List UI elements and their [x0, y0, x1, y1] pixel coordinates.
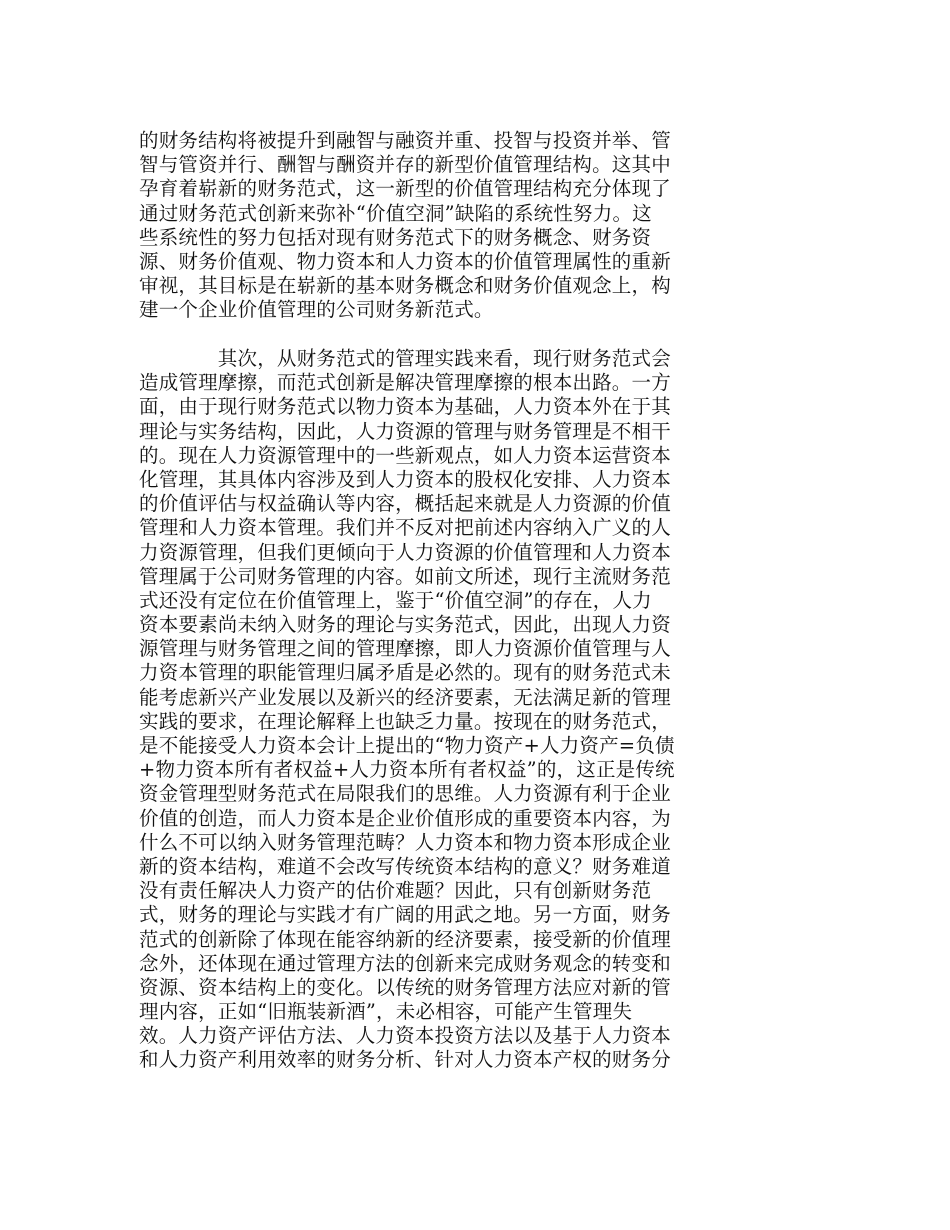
- text-line: 什么不可以纳入财务管理范畴？人力资本和物力资本形成企业: [139, 830, 671, 854]
- text-line: 资金管理型财务范式在局限我们的思维。人力资源有利于企业: [139, 782, 671, 806]
- text-line: 能考虑新兴产业发展以及新兴的经济要素，无法满足新的管理: [139, 685, 671, 709]
- text-line: 造成管理摩擦，而范式创新是解决管理摩擦的根本出路。一方: [139, 371, 671, 395]
- text-line: 是不能接受人力资本会计上提出的“物力资产+人力资产=负债: [139, 734, 675, 757]
- text-line: 力资源管理，但我们更倾向于人力资源的价值管理和人力资本: [139, 540, 671, 564]
- text-line: 和人力资产利用效率的财务分析、针对人力资本产权的财务分: [139, 1048, 671, 1072]
- text-line: 式，财务的理论与实践才有广阔的用武之地。另一方面，财务: [139, 903, 671, 927]
- text-line: 念外，还体现在通过管理方法的创新来完成财务观念的转变和: [139, 951, 671, 975]
- text-line: 的价值评估与权益确认等内容，概括起来就是人力资源的价值: [139, 492, 671, 516]
- text-line: 理论与实务结构，因此，人力资源的管理与财务管理是不相干: [139, 419, 671, 443]
- text-line: 的财务结构将被提升到融智与融资并重、投智与投资并举、管: [139, 129, 671, 152]
- text-line: 源、财务价值观、物力资本和人力资本的价值管理属性的重新: [139, 249, 671, 273]
- text-line: 管理属于公司财务管理的内容。如前文所述，现行主流财务范: [139, 564, 671, 588]
- text-line: 审视，其目标是在崭新的基本财务概念和财务价值观念上，构: [139, 274, 671, 298]
- paragraph-2: [139, 347, 739, 1097]
- text-line: 力资本管理的职能管理归属矛盾是必然的。现有的财务范式未: [139, 661, 671, 685]
- text-line: 资源、资本结构上的变化。以传统的财务管理方法应对新的管: [139, 975, 671, 999]
- paragraph-1: [139, 129, 739, 323]
- text-line: 式还没有定位在价值管理上，鉴于“价值空洞”的存在，人力: [139, 588, 652, 612]
- text-line: 的。现在人力资源管理中的一些新观点，如人力资本运营资本: [139, 443, 671, 467]
- text-line: 其次，从财务范式的管理实践来看，现行财务范式会: [139, 347, 671, 370]
- text-line: 孕育着崭新的财务范式，这一新型的价值管理结构充分体现了: [139, 177, 671, 201]
- text-line: 实践的要求，在理论解释上也缺乏力量。按现在的财务范式，: [139, 709, 671, 733]
- text-line: 化管理，其具体内容涉及到人力资本的股权化安排、人力资本: [139, 467, 671, 491]
- text-line: 效。人力资产评估方法、人力资本投资方法以及基于人力资本: [139, 1024, 671, 1048]
- text-line: 没有责任解决人力资产的估价难题？因此，只有创新财务范: [139, 879, 652, 903]
- text-line: 面，由于现行财务范式以物力资本为基础，人力资本外在于其: [139, 395, 671, 419]
- text-line: 智与管资并行、酬智与酬资并存的新型价值管理结构。这其中: [139, 153, 671, 177]
- text-line: 新的资本结构，难道不会改写传统资本结构的意义？财务难道: [139, 854, 671, 878]
- text-line: 些系统性的努力包括对现有财务范式下的财务概念、财务资: [139, 225, 652, 249]
- text-line: 源管理与财务管理之间的管理摩擦，即人力资源价值管理与人: [139, 637, 671, 661]
- text-line: 范式的创新除了体现在能容纳新的经济要素，接受新的价值理: [139, 927, 671, 951]
- text-line: 建一个企业价值管理的公司财务新范式。: [139, 298, 494, 322]
- text-line: 通过财务范式创新来弥补“价值空洞”缺陷的系统性努力。这: [139, 201, 652, 225]
- text-line: 管理和人力资本管理。我们并不反对把前述内容纳入广义的人: [139, 516, 671, 540]
- text-line: +物力资本所有者权益+人力资本所有者权益”的，这正是传统: [139, 758, 675, 782]
- text-line: [139, 1073, 739, 1097]
- text-line: 理内容，正如“旧瓶装新酒”，未必相容，可能产生管理失: [139, 1000, 633, 1024]
- text-line: 价值的创造，而人力资本是企业价值形成的重要资本内容，为: [139, 806, 671, 830]
- text-line: 资本要素尚未纳入财务的理论与实务范式，因此，出现人力资: [139, 613, 671, 637]
